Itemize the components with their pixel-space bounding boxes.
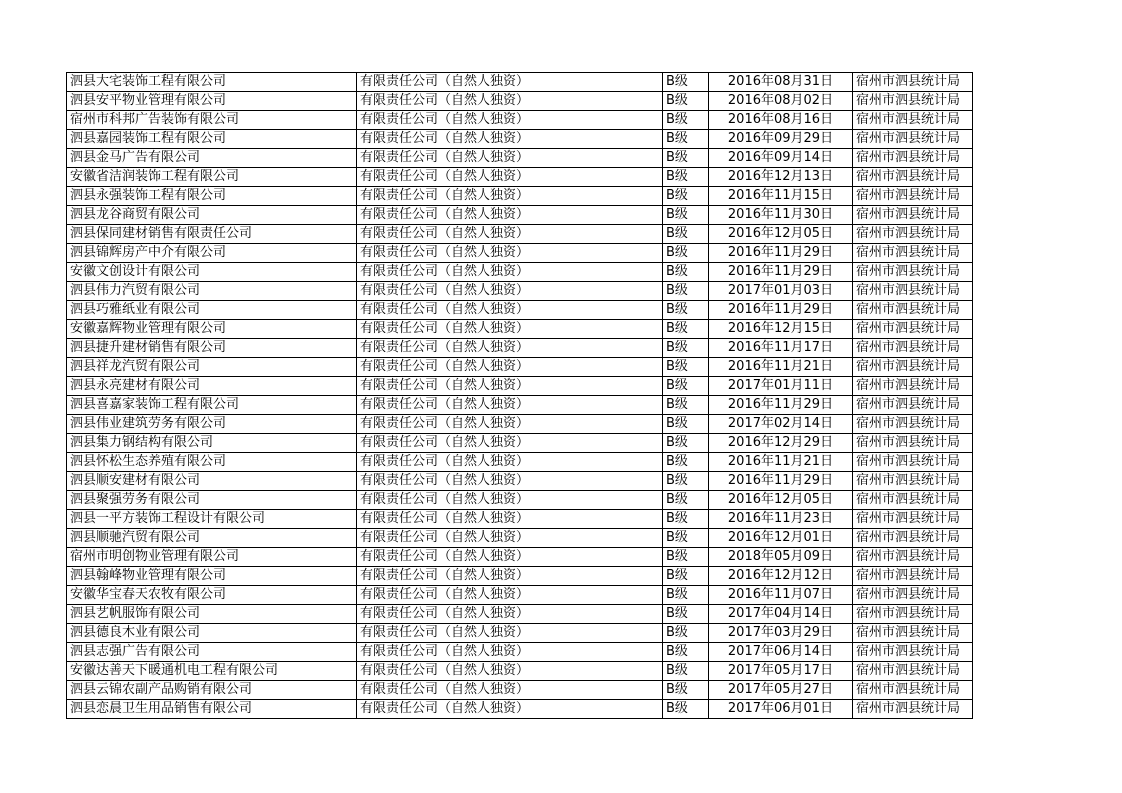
date-cell: 2016年12月15日	[709, 320, 853, 339]
date-cell: 2017年05月27日	[709, 681, 853, 700]
company-type-cell: 有限责任公司（自然人独资）	[357, 586, 663, 605]
company-name-cell: 泗县大宅装饰工程有限公司	[67, 73, 357, 92]
date-cell: 2017年02月14日	[709, 415, 853, 434]
grade-cell: B级	[663, 396, 709, 415]
company-type-cell: 有限责任公司（自然人独资）	[357, 434, 663, 453]
authority-cell: 宿州市泗县统计局	[853, 434, 973, 453]
date-cell: 2017年03月29日	[709, 624, 853, 643]
authority-cell: 宿州市泗县统计局	[853, 662, 973, 681]
company-name-cell: 泗县永强装饰工程有限公司	[67, 187, 357, 206]
company-name-cell: 泗县德良木业有限公司	[67, 624, 357, 643]
table-row	[67, 510, 973, 529]
date-cell: 2016年11月29日	[709, 263, 853, 282]
table-row	[67, 624, 973, 643]
company-name-cell: 泗县聚强劳务有限公司	[67, 491, 357, 510]
authority-cell: 宿州市泗县统计局	[853, 282, 973, 301]
company-name-cell: 泗县一平方装饰工程设计有限公司	[67, 510, 357, 529]
company-type-cell: 有限责任公司（自然人独资）	[357, 320, 663, 339]
date-cell: 2016年11月29日	[709, 472, 853, 491]
authority-cell: 宿州市泗县统计局	[853, 472, 973, 491]
table-row	[67, 130, 973, 149]
company-type-cell: 有限责任公司（自然人独资）	[357, 149, 663, 168]
authority-cell: 宿州市泗县统计局	[853, 263, 973, 282]
company-type-cell: 有限责任公司（自然人独资）	[357, 453, 663, 472]
authority-cell: 宿州市泗县统计局	[853, 225, 973, 244]
table-row	[67, 681, 973, 700]
grade-cell: B级	[663, 73, 709, 92]
authority-cell: 宿州市泗县统计局	[853, 529, 973, 548]
authority-cell: 宿州市泗县统计局	[853, 396, 973, 415]
date-cell: 2017年06月14日	[709, 643, 853, 662]
table-row	[67, 73, 973, 92]
company-name-cell: 泗县恋晨卫生用品销售有限公司	[67, 700, 357, 719]
company-type-cell: 有限责任公司（自然人独资）	[357, 168, 663, 187]
company-type-cell: 有限责任公司（自然人独资）	[357, 244, 663, 263]
table-row	[67, 434, 973, 453]
company-type-cell: 有限责任公司（自然人独资）	[357, 339, 663, 358]
grade-cell: B级	[663, 529, 709, 548]
company-name-cell: 泗县巧雅纸业有限公司	[67, 301, 357, 320]
company-type-cell: 有限责任公司（自然人独资）	[357, 206, 663, 225]
company-type-cell: 有限责任公司（自然人独资）	[357, 510, 663, 529]
authority-cell: 宿州市泗县统计局	[853, 244, 973, 263]
date-cell: 2016年11月29日	[709, 396, 853, 415]
company-name-cell: 宿州市科邦广告装饰有限公司	[67, 111, 357, 130]
date-cell: 2016年09月14日	[709, 149, 853, 168]
date-cell: 2017年05月17日	[709, 662, 853, 681]
company-name-cell: 泗县志强广告有限公司	[67, 643, 357, 662]
table-row	[67, 643, 973, 662]
company-name-cell: 泗县保同建材销售有限责任公司	[67, 225, 357, 244]
table-row	[67, 548, 973, 567]
table-row	[67, 396, 973, 415]
date-cell: 2016年11月21日	[709, 453, 853, 472]
company-name-cell: 泗县集力钢结构有限公司	[67, 434, 357, 453]
company-name-cell: 泗县龙谷商贸有限公司	[67, 206, 357, 225]
date-cell: 2016年12月12日	[709, 567, 853, 586]
table-row	[67, 92, 973, 111]
grade-cell: B级	[663, 567, 709, 586]
table-row	[67, 567, 973, 586]
date-cell: 2016年11月17日	[709, 339, 853, 358]
grade-cell: B级	[663, 434, 709, 453]
date-cell: 2016年08月31日	[709, 73, 853, 92]
authority-cell: 宿州市泗县统计局	[853, 453, 973, 472]
table-row	[67, 168, 973, 187]
company-name-cell: 泗县锦辉房产中介有限公司	[67, 244, 357, 263]
company-name-cell: 泗县嘉园装饰工程有限公司	[67, 130, 357, 149]
grade-cell: B级	[663, 605, 709, 624]
date-cell: 2017年04月14日	[709, 605, 853, 624]
grade-cell: B级	[663, 225, 709, 244]
table-row	[67, 320, 973, 339]
company-name-cell: 安徽嘉辉物业管理有限公司	[67, 320, 357, 339]
company-type-cell: 有限责任公司（自然人独资）	[357, 396, 663, 415]
company-type-cell: 有限责任公司（自然人独资）	[357, 548, 663, 567]
grade-cell: B级	[663, 263, 709, 282]
company-type-cell: 有限责任公司（自然人独资）	[357, 130, 663, 149]
date-cell: 2016年12月01日	[709, 529, 853, 548]
company-name-cell: 泗县顺安建材有限公司	[67, 472, 357, 491]
company-type-cell: 有限责任公司（自然人独资）	[357, 111, 663, 130]
table-row	[67, 206, 973, 225]
authority-cell: 宿州市泗县统计局	[853, 567, 973, 586]
company-type-cell: 有限责任公司（自然人独资）	[357, 491, 663, 510]
grade-cell: B级	[663, 282, 709, 301]
company-name-cell: 泗县翰峰物业管理有限公司	[67, 567, 357, 586]
authority-cell: 宿州市泗县统计局	[853, 301, 973, 320]
date-cell: 2016年12月05日	[709, 225, 853, 244]
company-name-cell: 泗县怀松生态养殖有限公司	[67, 453, 357, 472]
grade-cell: B级	[663, 187, 709, 206]
company-name-cell: 宿州市明创物业管理有限公司	[67, 548, 357, 567]
company-name-cell: 安徽省洁润装饰工程有限公司	[67, 168, 357, 187]
authority-cell: 宿州市泗县统计局	[853, 548, 973, 567]
authority-cell: 宿州市泗县统计局	[853, 130, 973, 149]
table-body	[67, 73, 973, 719]
authority-cell: 宿州市泗县统计局	[853, 92, 973, 111]
company-name-cell: 泗县云锦农副产品购销有限公司	[67, 681, 357, 700]
grade-cell: B级	[663, 301, 709, 320]
date-cell: 2017年01月03日	[709, 282, 853, 301]
company-type-cell: 有限责任公司（自然人独资）	[357, 263, 663, 282]
authority-cell: 宿州市泗县统计局	[853, 111, 973, 130]
grade-cell: B级	[663, 681, 709, 700]
date-cell: 2016年08月02日	[709, 92, 853, 111]
company-type-cell: 有限责任公司（自然人独资）	[357, 358, 663, 377]
date-cell: 2016年11月23日	[709, 510, 853, 529]
authority-cell: 宿州市泗县统计局	[853, 415, 973, 434]
table-row	[67, 111, 973, 130]
table-row	[67, 415, 973, 434]
authority-cell: 宿州市泗县统计局	[853, 491, 973, 510]
authority-cell: 宿州市泗县统计局	[853, 377, 973, 396]
date-cell: 2016年12月29日	[709, 434, 853, 453]
company-name-cell: 泗县喜嘉家装饰工程有限公司	[67, 396, 357, 415]
company-type-cell: 有限责任公司（自然人独资）	[357, 377, 663, 396]
grade-cell: B级	[663, 662, 709, 681]
date-cell: 2016年11月15日	[709, 187, 853, 206]
grade-cell: B级	[663, 415, 709, 434]
company-name-cell: 泗县伟业建筑劳务有限公司	[67, 415, 357, 434]
authority-cell: 宿州市泗县统计局	[853, 358, 973, 377]
company-name-cell: 泗县金马广告有限公司	[67, 149, 357, 168]
table-row	[67, 662, 973, 681]
authority-cell: 宿州市泗县统计局	[853, 149, 973, 168]
grade-cell: B级	[663, 149, 709, 168]
company-type-cell: 有限责任公司（自然人独资）	[357, 662, 663, 681]
company-type-cell: 有限责任公司（自然人独资）	[357, 700, 663, 719]
grade-cell: B级	[663, 453, 709, 472]
table-row	[67, 301, 973, 320]
authority-cell: 宿州市泗县统计局	[853, 339, 973, 358]
table-row	[67, 244, 973, 263]
company-type-cell: 有限责任公司（自然人独资）	[357, 643, 663, 662]
authority-cell: 宿州市泗县统计局	[853, 643, 973, 662]
authority-cell: 宿州市泗县统计局	[853, 320, 973, 339]
grade-cell: B级	[663, 624, 709, 643]
grade-cell: B级	[663, 548, 709, 567]
grade-cell: B级	[663, 643, 709, 662]
company-type-cell: 有限责任公司（自然人独资）	[357, 92, 663, 111]
company-name-cell: 安徽文创设计有限公司	[67, 263, 357, 282]
company-type-cell: 有限责任公司（自然人独资）	[357, 282, 663, 301]
company-type-cell: 有限责任公司（自然人独资）	[357, 225, 663, 244]
company-name-cell: 泗县永亮建材有限公司	[67, 377, 357, 396]
grade-cell: B级	[663, 244, 709, 263]
authority-cell: 宿州市泗县统计局	[853, 605, 973, 624]
grade-cell: B级	[663, 472, 709, 491]
date-cell: 2017年01月11日	[709, 377, 853, 396]
date-cell: 2017年06月01日	[709, 700, 853, 719]
company-name-cell: 安徽达善天下暖通机电工程有限公司	[67, 662, 357, 681]
grade-cell: B级	[663, 510, 709, 529]
authority-cell: 宿州市泗县统计局	[853, 168, 973, 187]
grade-cell: B级	[663, 700, 709, 719]
date-cell: 2016年12月13日	[709, 168, 853, 187]
grade-cell: B级	[663, 491, 709, 510]
grade-cell: B级	[663, 339, 709, 358]
table-row	[67, 282, 973, 301]
grade-cell: B级	[663, 377, 709, 396]
grade-cell: B级	[663, 358, 709, 377]
company-name-cell: 泗县伟力汽贸有限公司	[67, 282, 357, 301]
date-cell: 2016年11月29日	[709, 244, 853, 263]
authority-cell: 宿州市泗县统计局	[853, 681, 973, 700]
company-type-cell: 有限责任公司（自然人独资）	[357, 73, 663, 92]
grade-cell: B级	[663, 111, 709, 130]
authority-cell: 宿州市泗县统计局	[853, 700, 973, 719]
company-name-cell: 泗县捷升建材销售有限公司	[67, 339, 357, 358]
authority-cell: 宿州市泗县统计局	[853, 586, 973, 605]
authority-cell: 宿州市泗县统计局	[853, 624, 973, 643]
table-row	[67, 225, 973, 244]
company-type-cell: 有限责任公司（自然人独资）	[357, 529, 663, 548]
company-type-cell: 有限责任公司（自然人独资）	[357, 301, 663, 320]
company-type-cell: 有限责任公司（自然人独资）	[357, 605, 663, 624]
grade-cell: B级	[663, 92, 709, 111]
date-cell: 2016年11月30日	[709, 206, 853, 225]
date-cell: 2016年08月16日	[709, 111, 853, 130]
company-name-cell: 泗县顺驰汽贸有限公司	[67, 529, 357, 548]
table-row	[67, 453, 973, 472]
table-row	[67, 358, 973, 377]
authority-cell: 宿州市泗县统计局	[853, 206, 973, 225]
company-type-cell: 有限责任公司（自然人独资）	[357, 415, 663, 434]
table-row	[67, 263, 973, 282]
date-cell: 2016年11月21日	[709, 358, 853, 377]
authority-cell: 宿州市泗县统计局	[853, 73, 973, 92]
company-type-cell: 有限责任公司（自然人独资）	[357, 567, 663, 586]
data-table	[66, 72, 973, 719]
date-cell: 2016年11月07日	[709, 586, 853, 605]
table-row	[67, 491, 973, 510]
table-row	[67, 700, 973, 719]
grade-cell: B级	[663, 586, 709, 605]
table-row	[67, 586, 973, 605]
company-name-cell: 安徽华宝春天农牧有限公司	[67, 586, 357, 605]
date-cell: 2016年11月29日	[709, 301, 853, 320]
table-row	[67, 472, 973, 491]
date-cell: 2016年12月05日	[709, 491, 853, 510]
table-row	[67, 187, 973, 206]
table-row	[67, 605, 973, 624]
grade-cell: B级	[663, 168, 709, 187]
authority-cell: 宿州市泗县统计局	[853, 510, 973, 529]
table-row	[67, 377, 973, 396]
grade-cell: B级	[663, 320, 709, 339]
table-row	[67, 529, 973, 548]
company-name-cell: 泗县安平物业管理有限公司	[67, 92, 357, 111]
grade-cell: B级	[663, 206, 709, 225]
company-type-cell: 有限责任公司（自然人独资）	[357, 624, 663, 643]
company-name-cell: 泗县祥龙汽贸有限公司	[67, 358, 357, 377]
grade-cell: B级	[663, 130, 709, 149]
company-type-cell: 有限责任公司（自然人独资）	[357, 472, 663, 491]
table-row	[67, 149, 973, 168]
date-cell: 2018年05月09日	[709, 548, 853, 567]
company-name-cell: 泗县艺帆服饰有限公司	[67, 605, 357, 624]
company-type-cell: 有限责任公司（自然人独资）	[357, 187, 663, 206]
authority-cell: 宿州市泗县统计局	[853, 187, 973, 206]
company-type-cell: 有限责任公司（自然人独资）	[357, 681, 663, 700]
table-row	[67, 339, 973, 358]
date-cell: 2016年09月29日	[709, 130, 853, 149]
